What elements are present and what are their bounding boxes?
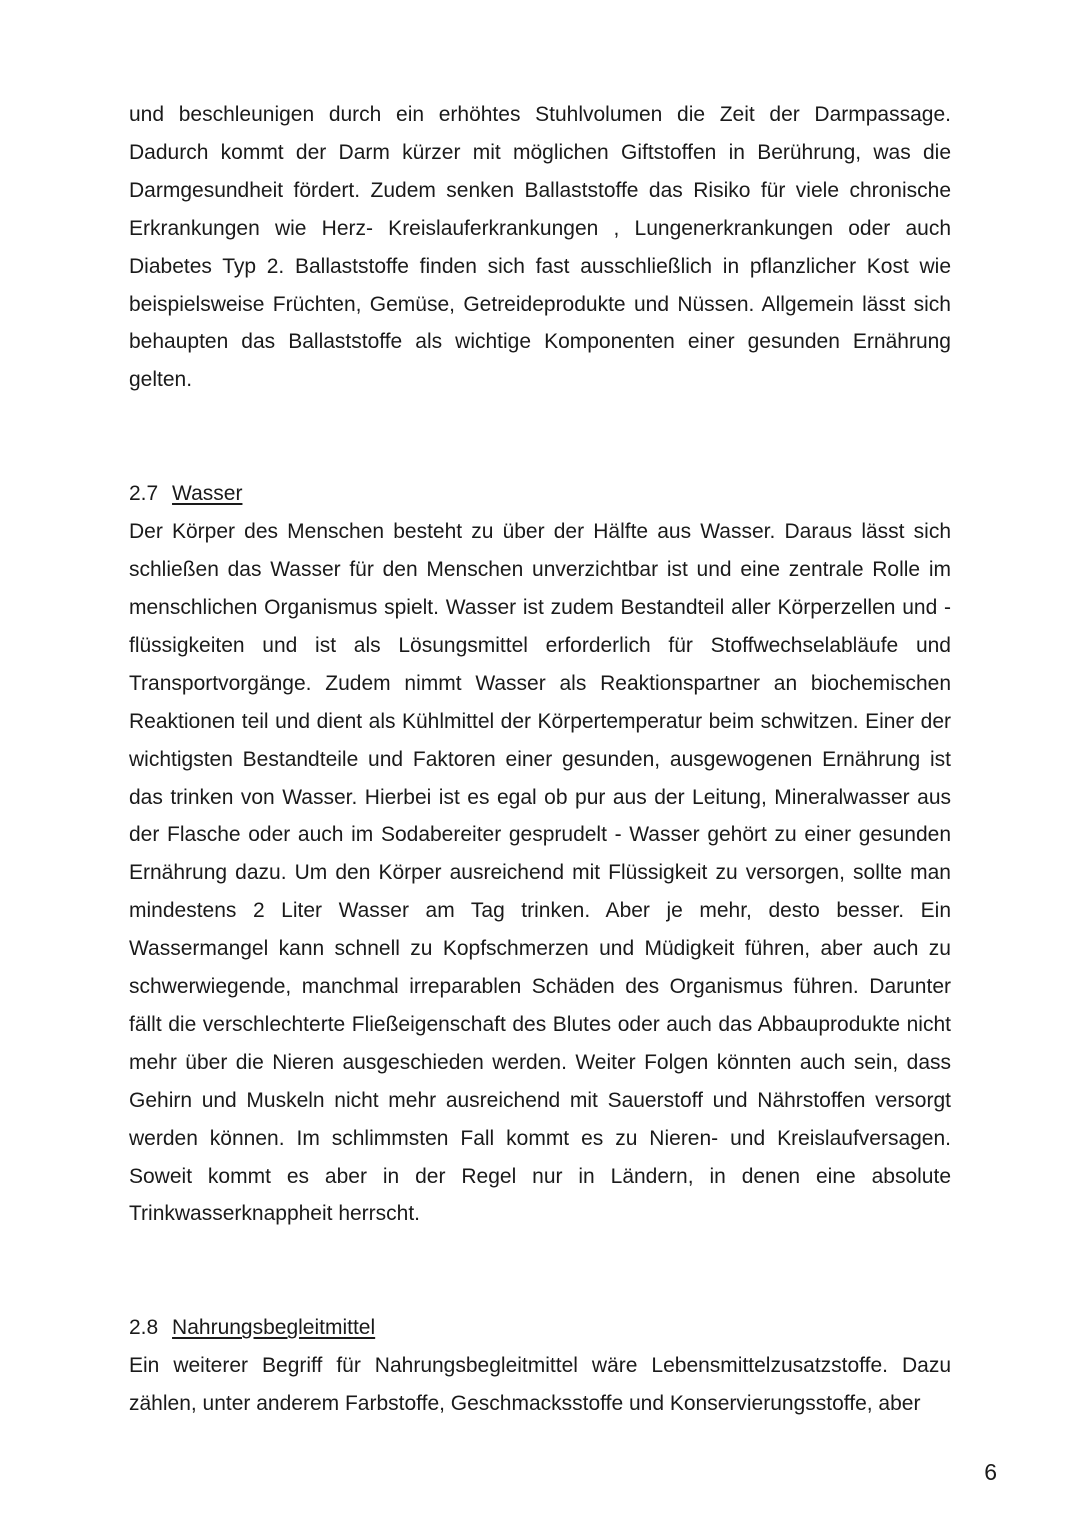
intro-paragraph: und beschleunigen durch ein erhöhtes Stuhlvolumen die Zeit der Darmpassage. Dadurch kommt der Darm kürzer mit möglichen Giftstoffen in Berührung, was die Darmgesundheit fördert. Zudem senken Ballaststoffe das Risiko für viele chronische Erkrankungen wie Herz- Kreislauferkrankungen , Lungenerkrankungen oder auch Diabetes Typ 2. Ballaststoffe finden sich fast ausschließlich in pflanzlicher Kost wie beispielsweise Früchten, Gemüse, Getreideprodukte und Nüssen. Allgemein lässt sich behaupten das Ballaststoffe als wichtige Komponenten einer gesunden Ernährung gelten. (129, 103, 951, 392)
section-title: Wasser (172, 482, 243, 506)
section-heading-wasser (129, 475, 951, 513)
page-number: 6 (984, 1459, 997, 1485)
section-paragraph-nahrungsbegleitmittel: Ein weiterer Begriff für Nahrungsbegleitmittel wäre Lebensmittelzusatzstoffe. Dazu zählen, unter anderem Farbstoffe, Geschmacksstoffe und Konservierungsstoffe, aber (129, 1354, 951, 1416)
section-paragraph-wasser: Der Körper des Menschen besteht zu über der Hälfte aus Wasser. Daraus lässt sich schließen das Wasser für den Menschen unverzichtbar ist und eine zentrale Rolle im menschlichen Organismus spielt. Wasser ist zudem Bestandteil aller Körperzellen und -flüssigkeiten und ist als Lösungsmittel erforderlich für Stoffwechselabläufe und Transportvorgänge. Zudem nimmt Wasser als Reaktionspartner an biochemischen Reaktionen teil und dient als Kühlmittel der Körpertemperatur beim schwitzen. Einer der wichtigsten Bestandteile und Faktoren einer gesunden, ausgewogenen Ernährung ist das trinken von Wasser. Hierbei ist es egal ob pur aus der Leitung, Mineralwasser aus der Flasche oder auch im Sodabereiter gesprudelt - Wasser gehört zu einer gesunden Ernährung dazu. Um den Körper ausreichend mit Flüssigkeit zu versorgen, sollte man mindestens 2 Liter Wasser am Tag trinken. Aber je mehr, desto besser. Ein Wassermangel kann schnell zu Kopfschmerzen und Müdigkeit führen, aber auch zu schwerwiegende, manchmal irreparablen Schäden des Organismus führen. Darunter fällt die verschlechterte Fließeigenschaft des Blutes oder auch das Abbauprodukte nicht mehr über die Nieren ausgeschieden werden. Weiter Folgen könnten auch sein, dass Gehirn und Muskeln nicht mehr ausreichend mit Sauerstoff und Nährstoffen versorgt werden können. Im schlimmsten Fall kommt es zu Nieren- und Kreislaufversagen. Soweit kommt es aber in der Regel nur in Ländern, in denen eine absolute Trinkwasserknappheit herrscht. (129, 520, 951, 1226)
section-number: 2.7 (129, 482, 159, 506)
section-number: 2.8 (129, 1316, 159, 1340)
section-spacer (129, 1233, 951, 1309)
section-spacer (129, 399, 951, 475)
document-page (129, 96, 951, 1423)
section-title: Nahrungsbegleitmittel (172, 1316, 376, 1340)
section-heading-nahrungsbegleitmittel (129, 1309, 951, 1347)
